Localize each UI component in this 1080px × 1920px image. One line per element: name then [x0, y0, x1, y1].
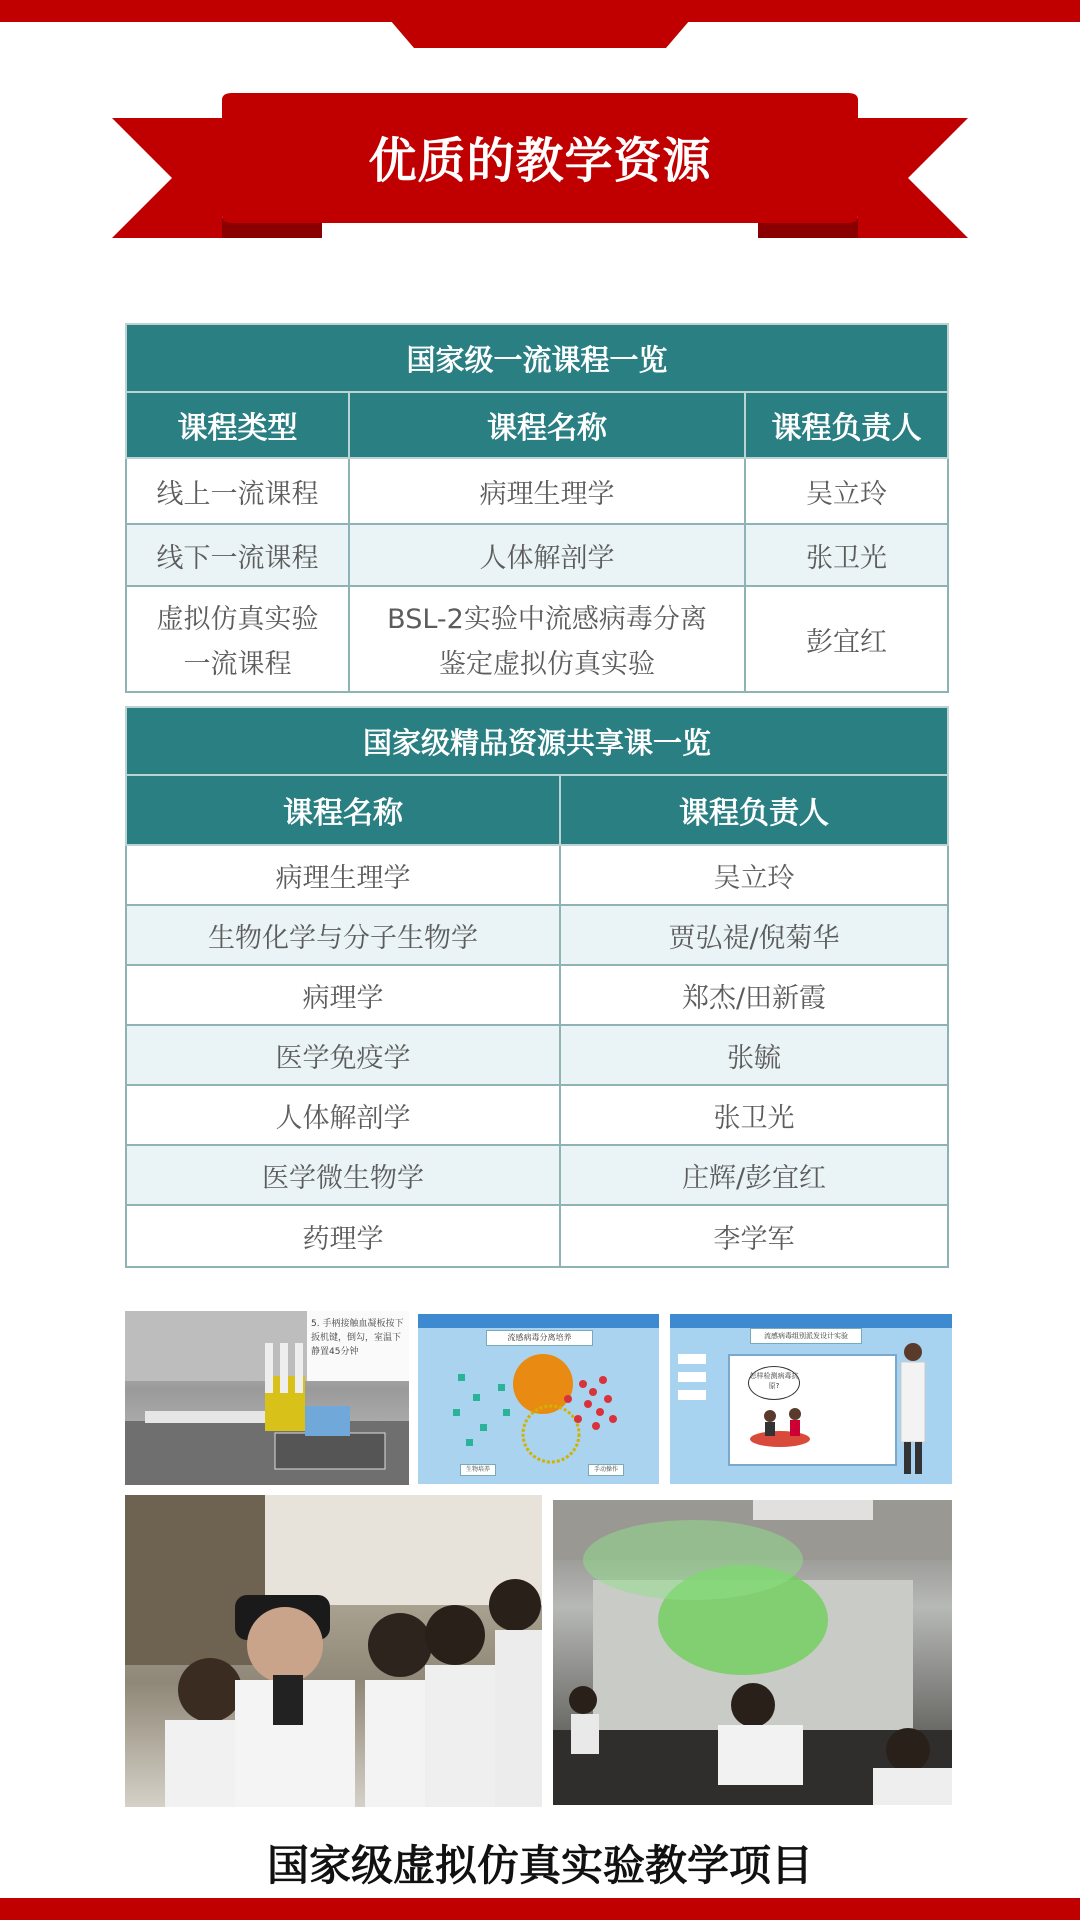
table-row: [126, 1085, 948, 1145]
course-lead: 吴立玲: [745, 458, 948, 524]
table-row: [126, 586, 948, 692]
table-row: [126, 965, 948, 1025]
table-row: [126, 458, 948, 524]
screen-title: 流感病毒分离培养: [486, 1330, 593, 1346]
classroom-photo-illustration: [125, 1495, 542, 1807]
lab-projection-photo: [553, 1500, 952, 1805]
course-name: 病理学: [126, 965, 560, 1025]
culture-button[interactable]: 生物培养: [460, 1464, 496, 1476]
course-lead: 李学军: [560, 1205, 948, 1267]
table-row: [126, 1145, 948, 1205]
course-lead: 吴立玲: [560, 845, 948, 905]
manual-button[interactable]: 手动操作: [588, 1464, 624, 1476]
course-lead: 张卫光: [745, 524, 948, 586]
table-row: [126, 1205, 948, 1267]
course-lead: 张毓: [560, 1025, 948, 1085]
page-title: 优质的教学资源: [368, 133, 712, 189]
column-header-type: 课程类型: [126, 392, 349, 458]
speech-bubble: 怎样检测病毒抗原?: [748, 1366, 800, 1400]
screen-title: 流感病毒组别派发设计实验: [750, 1328, 862, 1344]
course-name-line: 鉴定虚拟仿真实验: [439, 649, 655, 680]
column-header-lead: 课程负责人: [560, 775, 948, 845]
course-name: 生物化学与分子生物学: [126, 905, 560, 965]
course-type: 线上一流课程: [126, 458, 349, 524]
table-row: [126, 1025, 948, 1085]
lab-scene-illustration: [553, 1500, 952, 1805]
bottom-caption: 国家级虚拟仿真实验教学项目: [266, 1841, 813, 1890]
course-name: 病理生理学: [126, 845, 560, 905]
table-title: 国家级一流课程一览: [126, 324, 948, 392]
virtual-lab-screenshot-culture: [418, 1314, 659, 1484]
column-header-name: 课程名称: [349, 392, 745, 458]
course-name: 药理学: [126, 1205, 560, 1267]
course-lead: 贾弘禔/倪菊华: [560, 905, 948, 965]
instruction-text: 5. 手柄接触血凝板按下扳机键，倒勾，室温下静置45分钟: [311, 1319, 404, 1357]
classroom-illustration: [670, 1314, 952, 1484]
course-name: 人体解剖学: [349, 524, 745, 586]
table-row: [126, 845, 948, 905]
course-lead: 张卫光: [560, 1085, 948, 1145]
virtual-lab-screenshot-pipette: [125, 1311, 409, 1485]
bottom-red-bar: [0, 1898, 1080, 1920]
virtual-lab-screenshot-design: [670, 1314, 952, 1484]
vr-headset-student-photo: [125, 1495, 542, 1807]
course-name: 病理生理学: [349, 458, 745, 524]
course-name-line: BSL-2实验中流感病毒分离: [387, 604, 707, 635]
course-type: [126, 586, 349, 692]
course-name: 医学免疫学: [126, 1025, 560, 1085]
top-red-bar: [0, 0, 1080, 22]
table-row: [126, 905, 948, 965]
course-name: 医学微生物学: [126, 1145, 560, 1205]
shared-courses-table: [125, 706, 949, 1268]
course-name: 人体解剖学: [126, 1085, 560, 1145]
course-lead: 郑杰/田新霞: [560, 965, 948, 1025]
course-name: [349, 586, 745, 692]
column-header-name: 课程名称: [126, 775, 560, 845]
top-red-notch: [390, 20, 690, 48]
first-class-courses-table: [125, 323, 949, 693]
course-type-line: 虚拟仿真实验: [156, 604, 319, 635]
table-title: 国家级精品资源共享课一览: [126, 707, 948, 775]
course-lead: 庄辉/彭宜红: [560, 1145, 948, 1205]
virus-culture-illustration: [418, 1314, 659, 1484]
column-header-lead: 课程负责人: [745, 392, 948, 458]
course-lead: 彭宜红: [745, 586, 948, 692]
table-row: [126, 524, 948, 586]
course-type: 线下一流课程: [126, 524, 349, 586]
course-type-line: 一流课程: [183, 649, 292, 680]
